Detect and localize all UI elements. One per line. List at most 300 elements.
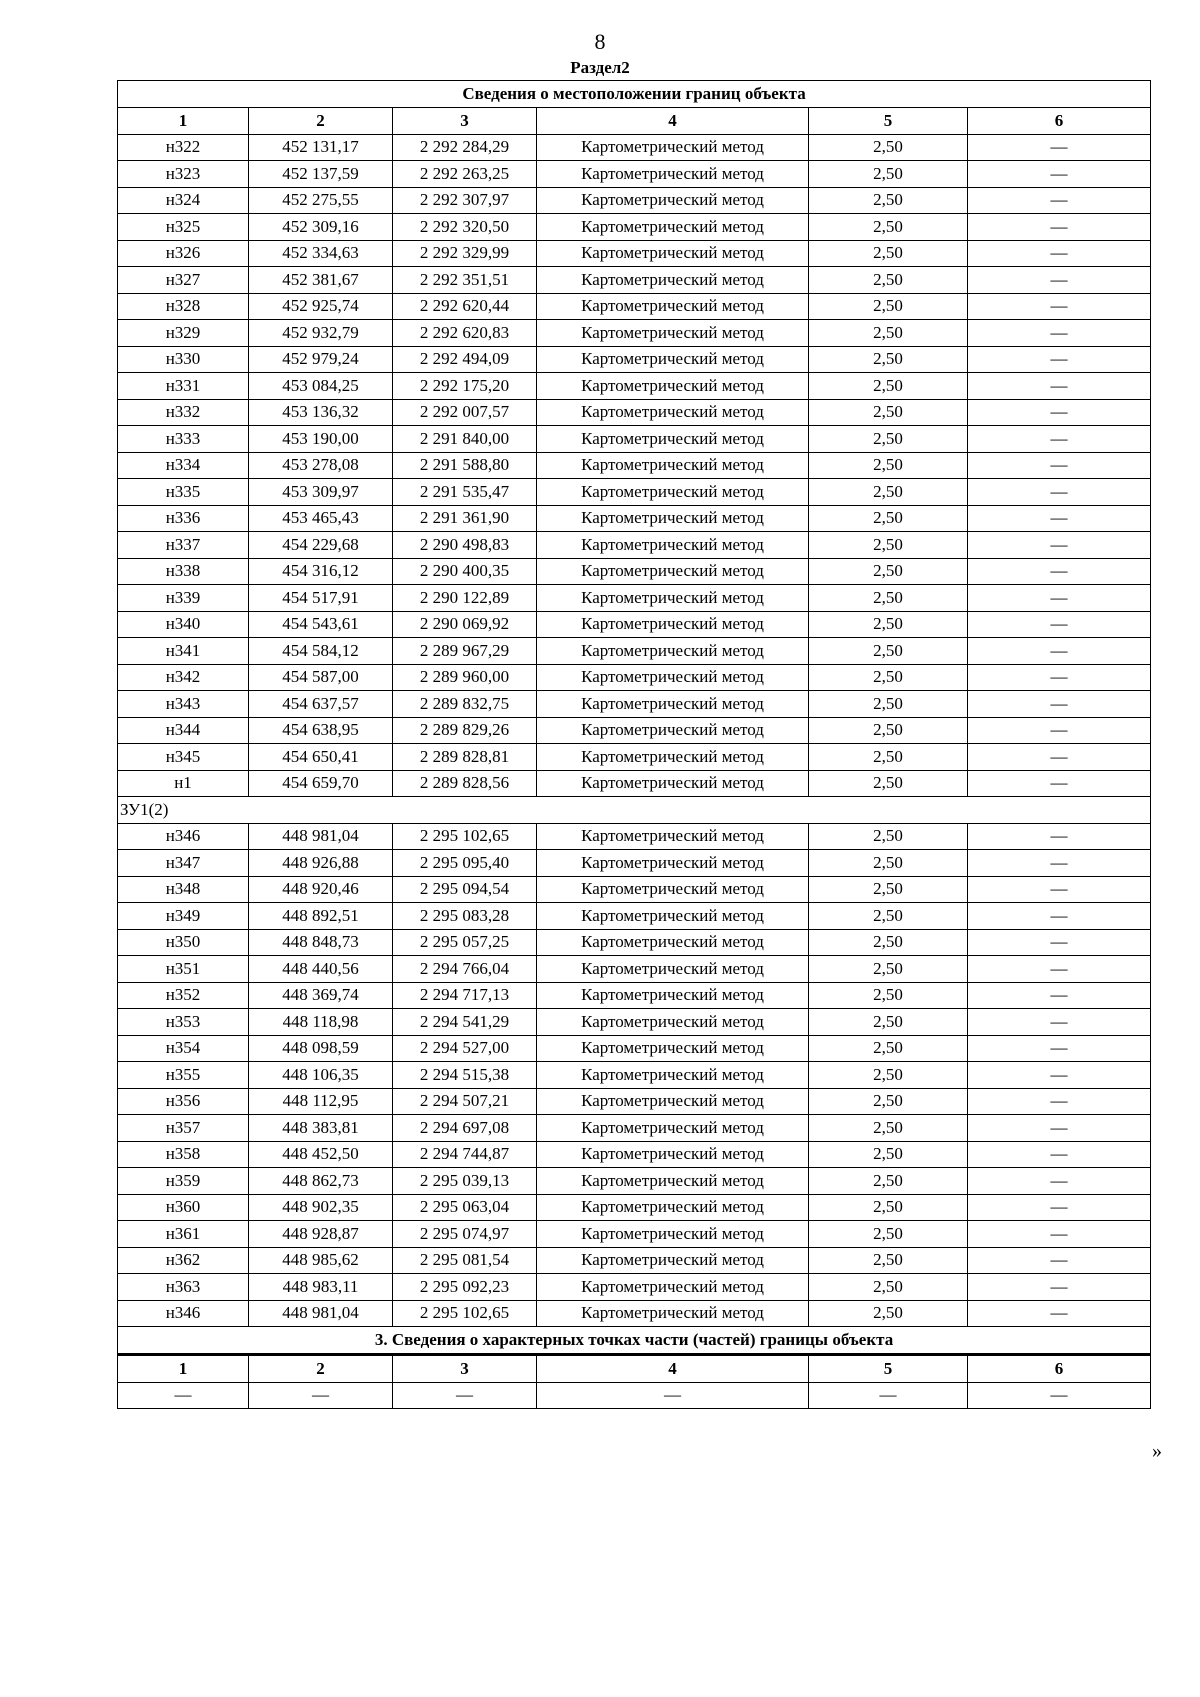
table-cell: 2,50: [809, 214, 968, 241]
table-cell: Картометрический метод: [537, 611, 809, 638]
table-cell: н326: [118, 240, 249, 267]
table-row: [118, 532, 1151, 559]
table-cell: 2 294 527,00: [393, 1035, 537, 1062]
table-cell: 2 291 535,47: [393, 479, 537, 506]
table-cell: н344: [118, 717, 249, 744]
table-cell: —: [968, 744, 1151, 771]
table-cell: 2,50: [809, 161, 968, 188]
table-cell: —: [968, 1194, 1151, 1221]
table-cell: 2 295 074,97: [393, 1221, 537, 1248]
table-cell: Картометрический метод: [537, 1115, 809, 1142]
table-cell: н1: [118, 770, 249, 797]
column-number: 1: [118, 108, 249, 135]
table-cell: н339: [118, 585, 249, 612]
table-cell: н341: [118, 638, 249, 665]
table-cell: —: [968, 426, 1151, 453]
column-number-row: [118, 108, 1151, 135]
table-cell: —: [968, 929, 1151, 956]
column-number: 1: [118, 1355, 249, 1383]
table-cell: 2 294 507,21: [393, 1088, 537, 1115]
table-cell: н351: [118, 956, 249, 983]
table-cell: 2 294 697,08: [393, 1115, 537, 1142]
table-cell: 454 650,41: [249, 744, 393, 771]
table-cell: —: [968, 1382, 1151, 1409]
table-cell: —: [968, 293, 1151, 320]
table-row: [118, 1194, 1151, 1221]
table-cell: 2,50: [809, 267, 968, 294]
table-cell: Картометрический метод: [537, 982, 809, 1009]
table-cell: н332: [118, 399, 249, 426]
table-cell: 448 985,62: [249, 1247, 393, 1274]
table-row: [118, 823, 1151, 850]
table-row: [118, 558, 1151, 585]
table-cell: 2 294 717,13: [393, 982, 537, 1009]
table-cell: 2 295 094,54: [393, 876, 537, 903]
table-cell: Картометрический метод: [537, 823, 809, 850]
table-cell: Картометрический метод: [537, 558, 809, 585]
table-row: [118, 505, 1151, 532]
table-row: [118, 876, 1151, 903]
table-row: [118, 1274, 1151, 1301]
table-row: [118, 267, 1151, 294]
table-cell: 2,50: [809, 1088, 968, 1115]
table-cell: н324: [118, 187, 249, 214]
table-title: Сведения о местоположении границ объекта: [118, 81, 1151, 108]
table-cell: н345: [118, 744, 249, 771]
table-cell: 2,50: [809, 320, 968, 347]
table-cell: Картометрический метод: [537, 664, 809, 691]
table-cell: 2,50: [809, 479, 968, 506]
table-cell: —: [537, 1382, 809, 1409]
table-cell: н355: [118, 1062, 249, 1089]
table-cell: 2,50: [809, 664, 968, 691]
table-cell: 2 292 620,44: [393, 293, 537, 320]
table-cell: —: [968, 452, 1151, 479]
table-cell: —: [968, 134, 1151, 161]
table-cell: 454 316,12: [249, 558, 393, 585]
table-cell: Картометрический метод: [537, 505, 809, 532]
table-cell: 2,50: [809, 691, 968, 718]
table-cell: н342: [118, 664, 249, 691]
table-row: [118, 691, 1151, 718]
table-cell: н362: [118, 1247, 249, 1274]
table-cell: н333: [118, 426, 249, 453]
table-cell: Картометрический метод: [537, 903, 809, 930]
table-row: [118, 982, 1151, 1009]
table-cell: н336: [118, 505, 249, 532]
table-cell: н347: [118, 850, 249, 877]
table-cell: Картометрический метод: [537, 744, 809, 771]
table-cell: 454 543,61: [249, 611, 393, 638]
table-cell: н334: [118, 452, 249, 479]
table-cell: Картометрический метод: [537, 770, 809, 797]
table-cell: 2 292 175,20: [393, 373, 537, 400]
table-cell: 2 295 092,23: [393, 1274, 537, 1301]
table-cell: н361: [118, 1221, 249, 1248]
table-cell: —: [968, 717, 1151, 744]
table-row: [118, 611, 1151, 638]
table-cell: н343: [118, 691, 249, 718]
table-cell: 2,50: [809, 187, 968, 214]
table-cell: 2,50: [809, 770, 968, 797]
table-cell: —: [968, 1141, 1151, 1168]
table-cell: 2 292 351,51: [393, 267, 537, 294]
table-cell: 2 295 095,40: [393, 850, 537, 877]
table-cell: —: [809, 1382, 968, 1409]
table-cell: 448 383,81: [249, 1115, 393, 1142]
table-row: [118, 1141, 1151, 1168]
table-cell: —: [968, 558, 1151, 585]
table-cell: 2 291 361,90: [393, 505, 537, 532]
table-cell: 448 862,73: [249, 1168, 393, 1195]
table-cell: 448 902,35: [249, 1194, 393, 1221]
table-cell: 454 637,57: [249, 691, 393, 718]
table-cell: 2,50: [809, 744, 968, 771]
table-cell: 452 131,17: [249, 134, 393, 161]
table-cell: 2 295 083,28: [393, 903, 537, 930]
table-cell: —: [968, 876, 1151, 903]
table-cell: 2,50: [809, 240, 968, 267]
table-cell: 2,50: [809, 1062, 968, 1089]
table-row: [118, 638, 1151, 665]
table-cell: 2,50: [809, 717, 968, 744]
table-cell: н323: [118, 161, 249, 188]
table-cell: 2 294 515,38: [393, 1062, 537, 1089]
table-cell: 448 452,50: [249, 1141, 393, 1168]
table-row: [118, 187, 1151, 214]
table-cell: н348: [118, 876, 249, 903]
table-cell: н330: [118, 346, 249, 373]
table-row: [118, 770, 1151, 797]
table-cell: н353: [118, 1009, 249, 1036]
table-cell: 453 190,00: [249, 426, 393, 453]
table-cell: —: [968, 187, 1151, 214]
table-cell: 2,50: [809, 929, 968, 956]
table-cell: Картометрический метод: [537, 267, 809, 294]
table-cell: 2,50: [809, 585, 968, 612]
table-cell: —: [968, 850, 1151, 877]
table-cell: —: [968, 1274, 1151, 1301]
table-cell: н331: [118, 373, 249, 400]
table-cell: 2 289 960,00: [393, 664, 537, 691]
column-number: 2: [249, 1355, 393, 1383]
table-cell: Картометрический метод: [537, 1300, 809, 1327]
table-cell: 2,50: [809, 903, 968, 930]
table-cell: Картометрический метод: [537, 585, 809, 612]
table-cell: 448 848,73: [249, 929, 393, 956]
table-cell: —: [968, 1300, 1151, 1327]
table-cell: н359: [118, 1168, 249, 1195]
table-cell: н335: [118, 479, 249, 506]
column-number: 6: [968, 108, 1151, 135]
table-cell: 2 295 102,65: [393, 823, 537, 850]
table-row: [118, 956, 1151, 983]
table-cell: 452 275,55: [249, 187, 393, 214]
table-cell: —: [968, 664, 1151, 691]
table-cell: —: [968, 161, 1151, 188]
table-row: [118, 214, 1151, 241]
table-cell: 454 659,70: [249, 770, 393, 797]
column-number: 3: [393, 1355, 537, 1383]
table-cell: 2,50: [809, 399, 968, 426]
table-row: [118, 161, 1151, 188]
table-cell: 2,50: [809, 1168, 968, 1195]
column-number-row: [118, 1355, 1151, 1383]
table-cell: 453 136,32: [249, 399, 393, 426]
table-cell: 2 292 263,25: [393, 161, 537, 188]
table-cell: 448 920,46: [249, 876, 393, 903]
table-cell: Картометрический метод: [537, 1168, 809, 1195]
table-cell: 2,50: [809, 1035, 968, 1062]
table-cell: н337: [118, 532, 249, 559]
table-cell: 2 289 828,56: [393, 770, 537, 797]
table-cell: н356: [118, 1088, 249, 1115]
table-cell: —: [968, 823, 1151, 850]
section3-title-row: [118, 1327, 1151, 1355]
table-cell: 2 295 102,65: [393, 1300, 537, 1327]
table-cell: 454 587,00: [249, 664, 393, 691]
table-row: [118, 1035, 1151, 1062]
table-cell: н363: [118, 1274, 249, 1301]
table-cell: Картометрический метод: [537, 399, 809, 426]
table-cell: 452 137,59: [249, 161, 393, 188]
table-cell: —: [968, 505, 1151, 532]
table-cell: 454 584,12: [249, 638, 393, 665]
table-cell: —: [968, 691, 1151, 718]
table-cell: —: [968, 956, 1151, 983]
table-cell: 2 292 329,99: [393, 240, 537, 267]
table-cell: Картометрический метод: [537, 1141, 809, 1168]
table-cell: 2,50: [809, 293, 968, 320]
table-cell: 448 440,56: [249, 956, 393, 983]
table-cell: 454 638,95: [249, 717, 393, 744]
table-cell: 2,50: [809, 134, 968, 161]
table-cell: 2,50: [809, 611, 968, 638]
table-cell: н328: [118, 293, 249, 320]
column-number: 6: [968, 1355, 1151, 1383]
column-number: 3: [393, 108, 537, 135]
table-cell: 2,50: [809, 1274, 968, 1301]
table-row: [118, 1009, 1151, 1036]
table-cell: —: [968, 611, 1151, 638]
table-cell: 2 292 007,57: [393, 399, 537, 426]
table-cell: 2 291 840,00: [393, 426, 537, 453]
table-cell: н360: [118, 1194, 249, 1221]
table-row: [118, 1382, 1151, 1409]
table-cell: 452 309,16: [249, 214, 393, 241]
table-cell: 2,50: [809, 982, 968, 1009]
table-cell: Картометрический метод: [537, 320, 809, 347]
table-cell: н357: [118, 1115, 249, 1142]
table-cell: 452 925,74: [249, 293, 393, 320]
table-cell: —: [968, 1247, 1151, 1274]
table-cell: —: [968, 214, 1151, 241]
table-cell: Картометрический метод: [537, 426, 809, 453]
table-cell: Картометрический метод: [537, 240, 809, 267]
table-cell: 448 112,95: [249, 1088, 393, 1115]
page-number: 8: [594, 29, 606, 54]
table-row: [118, 1168, 1151, 1195]
table-cell: Картометрический метод: [537, 532, 809, 559]
table-cell: Картометрический метод: [537, 214, 809, 241]
table-cell: 2,50: [809, 532, 968, 559]
table-row: [118, 373, 1151, 400]
table-cell: 2 292 284,29: [393, 134, 537, 161]
table-row: [118, 426, 1151, 453]
table-cell: 2,50: [809, 1221, 968, 1248]
table-cell: 2,50: [809, 1009, 968, 1036]
table-cell: —: [968, 1168, 1151, 1195]
closing-quote: »: [1152, 1440, 1162, 1462]
table-cell: 2 294 766,04: [393, 956, 537, 983]
table-row: [118, 1088, 1151, 1115]
table-cell: 2,50: [809, 1141, 968, 1168]
table-cell: —: [968, 346, 1151, 373]
table-cell: —: [968, 638, 1151, 665]
table-cell: 448 892,51: [249, 903, 393, 930]
table-cell: 2,50: [809, 956, 968, 983]
table-cell: 2 292 620,83: [393, 320, 537, 347]
table-cell: 2 291 588,80: [393, 452, 537, 479]
table-cell: 2 290 122,89: [393, 585, 537, 612]
table-cell: 453 309,97: [249, 479, 393, 506]
table-cell: 2 292 307,97: [393, 187, 537, 214]
table-cell: 454 229,68: [249, 532, 393, 559]
table-cell: 2,50: [809, 373, 968, 400]
table-cell: 453 084,25: [249, 373, 393, 400]
table-title-row: [118, 81, 1151, 108]
table-cell: Картометрический метод: [537, 346, 809, 373]
table-cell: —: [968, 1088, 1151, 1115]
table-cell: 2 290 400,35: [393, 558, 537, 585]
table-cell: Картометрический метод: [537, 161, 809, 188]
table-cell: н346: [118, 823, 249, 850]
table-row: [118, 585, 1151, 612]
table-cell: 2,50: [809, 426, 968, 453]
table-cell: 448 098,59: [249, 1035, 393, 1062]
table-row: [118, 1300, 1151, 1327]
table-cell: 2 295 039,13: [393, 1168, 537, 1195]
table-cell: 2,50: [809, 452, 968, 479]
table-row: [118, 903, 1151, 930]
table-cell: 454 517,91: [249, 585, 393, 612]
table-cell: —: [968, 532, 1151, 559]
table-cell: н352: [118, 982, 249, 1009]
table-cell: 452 979,24: [249, 346, 393, 373]
section-heading: Раздел2: [570, 58, 630, 77]
table-cell: —: [118, 1382, 249, 1409]
table-row: [118, 1115, 1151, 1142]
table-cell: 2 295 063,04: [393, 1194, 537, 1221]
table-cell: 2 290 069,92: [393, 611, 537, 638]
table-cell: Картометрический метод: [537, 850, 809, 877]
table-cell: Картометрический метод: [537, 717, 809, 744]
table-cell: —: [249, 1382, 393, 1409]
table-cell: —: [968, 1115, 1151, 1142]
table-cell: 2,50: [809, 1115, 968, 1142]
table-cell: 2 294 744,87: [393, 1141, 537, 1168]
table-cell: н327: [118, 267, 249, 294]
table-cell: 453 465,43: [249, 505, 393, 532]
table-cell: н346: [118, 1300, 249, 1327]
table-cell: —: [968, 373, 1151, 400]
table-cell: 452 334,63: [249, 240, 393, 267]
table-cell: Картометрический метод: [537, 293, 809, 320]
table-row: [118, 346, 1151, 373]
table-cell: н322: [118, 134, 249, 161]
table-cell: 2,50: [809, 346, 968, 373]
table-row: [118, 293, 1151, 320]
table-cell: Картометрический метод: [537, 1194, 809, 1221]
table-cell: Картометрический метод: [537, 638, 809, 665]
table-row: [118, 399, 1151, 426]
table-row: [118, 479, 1151, 506]
table-cell: 2 292 320,50: [393, 214, 537, 241]
section3-title: 3. Сведения о характерных точках части (частей) границы объекта: [118, 1327, 1151, 1355]
table-cell: 2 289 832,75: [393, 691, 537, 718]
table-cell: Картометрический метод: [537, 1009, 809, 1036]
table-row: [118, 850, 1151, 877]
table-cell: 452 381,67: [249, 267, 393, 294]
column-number: 2: [249, 108, 393, 135]
column-number: 5: [809, 1355, 968, 1383]
table-cell: 2,50: [809, 505, 968, 532]
table-cell: —: [968, 479, 1151, 506]
table-cell: 2,50: [809, 558, 968, 585]
table-cell: н329: [118, 320, 249, 347]
column-number: 4: [537, 1355, 809, 1383]
table-cell: —: [968, 267, 1151, 294]
table-cell: 2,50: [809, 850, 968, 877]
table-cell: Картометрический метод: [537, 691, 809, 718]
table-cell: —: [968, 982, 1151, 1009]
table-cell: Картометрический метод: [537, 452, 809, 479]
table-cell: —: [968, 1009, 1151, 1036]
group-label: ЗУ1(2): [118, 797, 1151, 824]
table-cell: н354: [118, 1035, 249, 1062]
table-cell: 2 289 967,29: [393, 638, 537, 665]
table-cell: 453 278,08: [249, 452, 393, 479]
table-cell: —: [968, 1035, 1151, 1062]
table-cell: Картометрический метод: [537, 1247, 809, 1274]
table-cell: —: [393, 1382, 537, 1409]
table-cell: —: [968, 903, 1151, 930]
table-cell: 2 289 829,26: [393, 717, 537, 744]
table-cell: 2,50: [809, 1194, 968, 1221]
table-cell: 2,50: [809, 876, 968, 903]
table-cell: Картометрический метод: [537, 1221, 809, 1248]
table-cell: 2,50: [809, 638, 968, 665]
table-cell: 448 983,11: [249, 1274, 393, 1301]
table-cell: Картометрический метод: [537, 876, 809, 903]
table-row: [118, 744, 1151, 771]
table-cell: 452 932,79: [249, 320, 393, 347]
table-cell: Картометрический метод: [537, 134, 809, 161]
table-cell: н338: [118, 558, 249, 585]
table-cell: —: [968, 320, 1151, 347]
table-cell: 2,50: [809, 1300, 968, 1327]
table-cell: Картометрический метод: [537, 479, 809, 506]
table-cell: 448 926,88: [249, 850, 393, 877]
column-number: 5: [809, 108, 968, 135]
table-cell: Картометрический метод: [537, 1274, 809, 1301]
table-cell: 2 289 828,81: [393, 744, 537, 771]
table-cell: 448 369,74: [249, 982, 393, 1009]
table-cell: н340: [118, 611, 249, 638]
table-cell: —: [968, 585, 1151, 612]
table-cell: Картометрический метод: [537, 373, 809, 400]
group-label-row: [118, 797, 1151, 824]
